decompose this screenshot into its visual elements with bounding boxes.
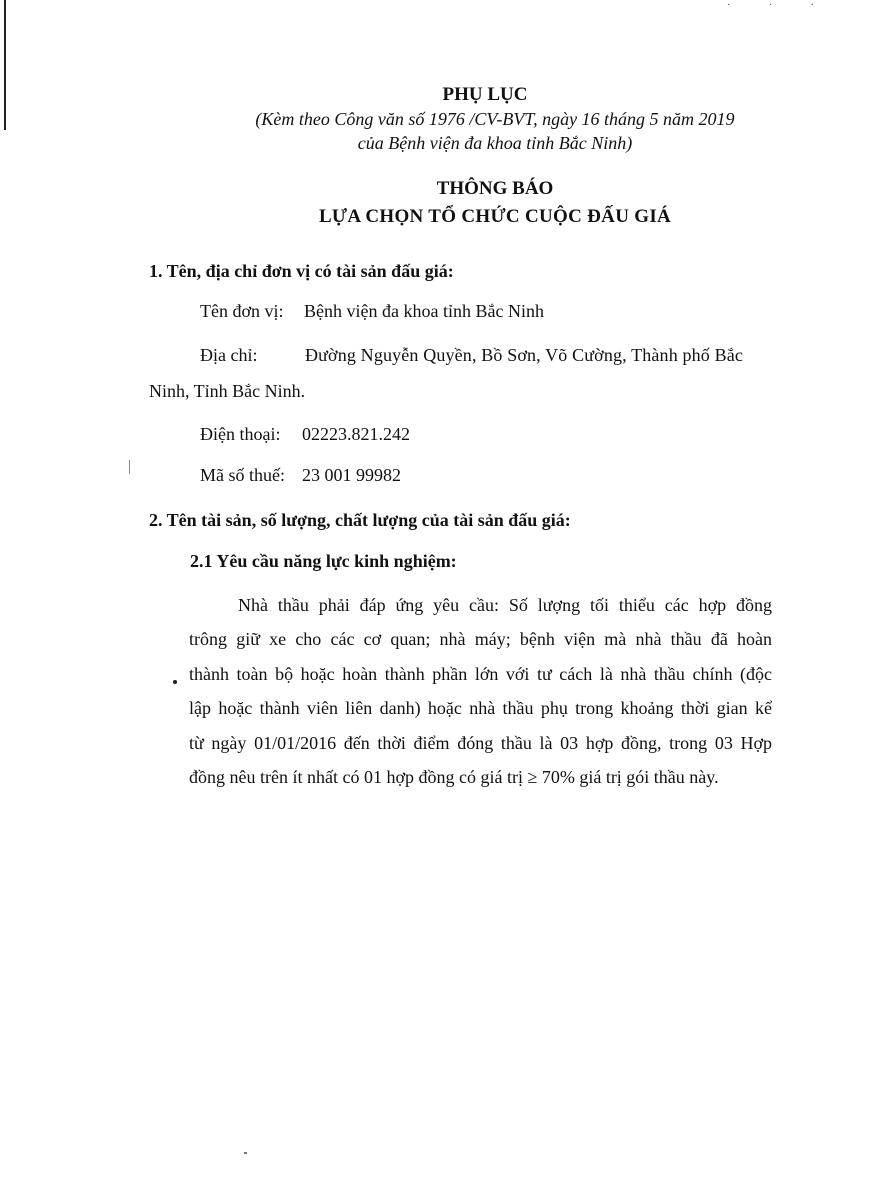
phone-label: Điện thoại: xyxy=(200,424,281,444)
tax-value: 23 001 99982 xyxy=(302,465,401,485)
paragraph-line: từ ngày 01/01/2016 đến thời điểm đóng thầu là 03 hợp đồng, trong 03 Hợp xyxy=(189,733,772,753)
section2-1-heading: 2.1 Yêu cầu năng lực kinh nghiệm: xyxy=(190,551,457,571)
tax-label: Mã số thuế: xyxy=(200,465,285,485)
section2-heading: 2. Tên tài sản, số lượng, chất lượng của tài sản đấu giá: xyxy=(149,510,571,530)
address-row xyxy=(200,345,743,366)
scan-dot xyxy=(173,680,177,684)
unit-label: Tên đơn vị: xyxy=(200,301,284,321)
paragraph-line: Nhà thầu phải đáp ứng yêu cầu: Số lượng tối thiểu các hợp đồng xyxy=(238,595,772,615)
address-value-line2: Ninh, Tỉnh Bắc Ninh. xyxy=(149,381,306,401)
appendix-subtitle-line2: của Bệnh viện đa khoa tỉnh Bắc Ninh) xyxy=(357,133,633,153)
address-label: Địa chỉ: xyxy=(200,345,258,365)
unit-value: Bệnh viện đa khoa tỉnh Bắc Ninh xyxy=(304,301,544,321)
paragraph-line: trông giữ xe cho các cơ quan; nhà máy; bệnh viện mà nhà thầu đã hoàn xyxy=(189,629,772,649)
paragraph-line: thành toàn bộ hoặc hoàn thành phần lớn với tư cách là nhà thầu chính (độc xyxy=(189,664,772,684)
scan-mark xyxy=(129,460,130,474)
tax-row xyxy=(200,465,401,486)
appendix-subtitle-line1: (Kèm theo Công văn số 1976 /CV-BVT, ngày 16 tháng 5 năm 2019 xyxy=(255,109,735,129)
address-value-line1: Đường Nguyễn Quyền, Bồ Sơn, Võ Cường, Thành phố Bắc xyxy=(305,345,744,365)
paragraph-line: đồng nêu trên ít nhất có 01 hợp đồng có giá trị ≥ 70% giá trị gói thầu này. xyxy=(189,767,719,787)
scan-specks: · · · xyxy=(727,0,832,11)
phone-value: 02223.821.242 xyxy=(302,424,410,444)
phone-row xyxy=(200,424,410,445)
unit-row xyxy=(200,301,544,322)
notice-title-line2: LỰA CHỌN TỔ CHỨC CUỘC ĐẤU GIÁ xyxy=(318,206,672,227)
appendix-title: PHỤ LỤC xyxy=(442,84,528,105)
paragraph-line: lập hoặc thành viên liên danh) hoặc nhà thầu phụ trong khoảng thời gian kể xyxy=(189,698,772,718)
scan-speck xyxy=(244,1152,247,1154)
notice-title-line1: THÔNG BÁO xyxy=(436,178,554,199)
section1-heading: 1. Tên, địa chỉ đơn vị có tài sản đấu giá: xyxy=(149,261,454,281)
